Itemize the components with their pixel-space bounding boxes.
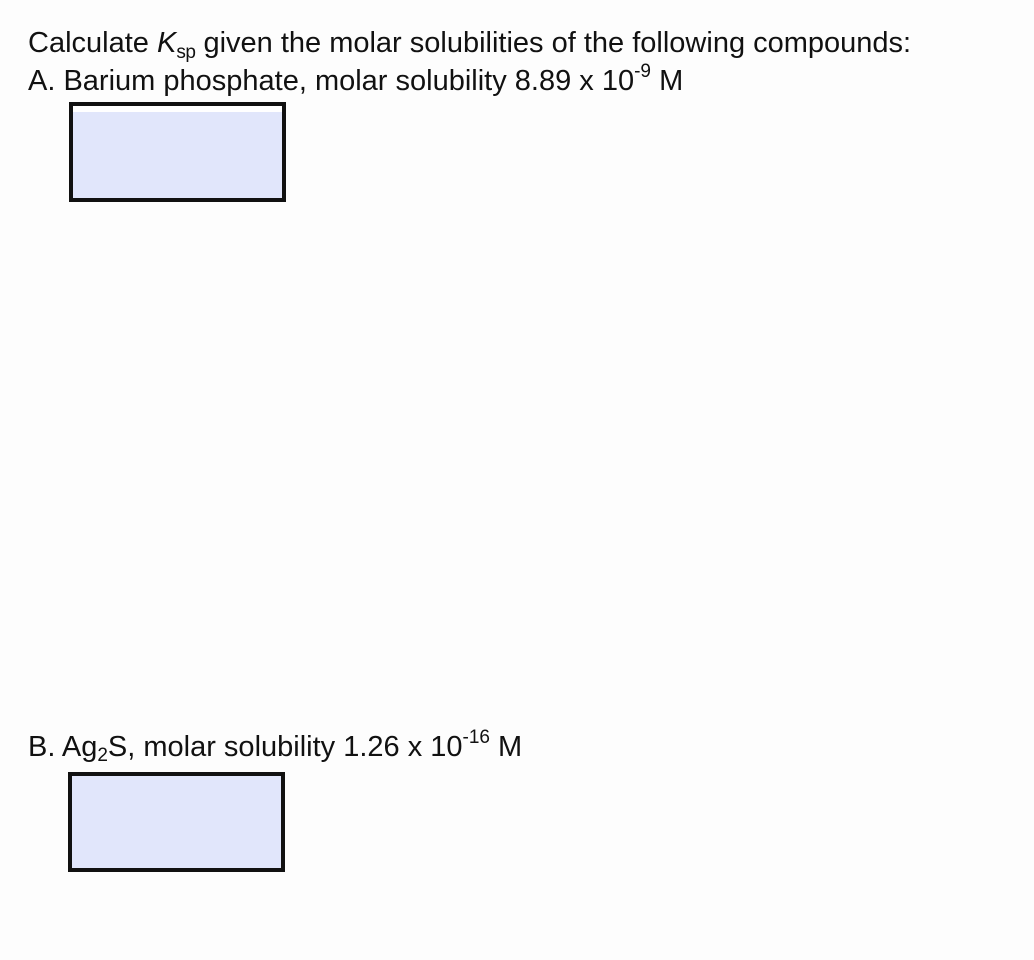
- question-prompt: [28, 26, 911, 64]
- ksp-subscript: sp: [176, 42, 196, 63]
- part-b-subscript: 2: [97, 745, 108, 766]
- prompt-tail-text: given the molar solubilities of the following compounds:: [195, 27, 912, 59]
- part-b-prefix: B. Ag: [28, 731, 98, 763]
- ksp-symbol: K: [156, 27, 177, 59]
- part-a-answer-field[interactable]: [69, 102, 286, 202]
- part-b-answer-field[interactable]: [68, 772, 285, 872]
- part-a-exponent: -9: [634, 61, 652, 82]
- part-a-text: A. Barium phosphate, molar solubility 8.89 x 10: [28, 65, 635, 97]
- part-a-question: [28, 61, 684, 102]
- part-a-unit: M: [651, 65, 684, 97]
- part-b-unit: M: [490, 731, 523, 763]
- part-b-text: S, molar solubility 1.26 x 10: [107, 731, 463, 763]
- prompt-lead-text: Calculate: [28, 27, 157, 59]
- part-b-exponent: -16: [462, 727, 490, 748]
- part-b-question: [28, 727, 523, 768]
